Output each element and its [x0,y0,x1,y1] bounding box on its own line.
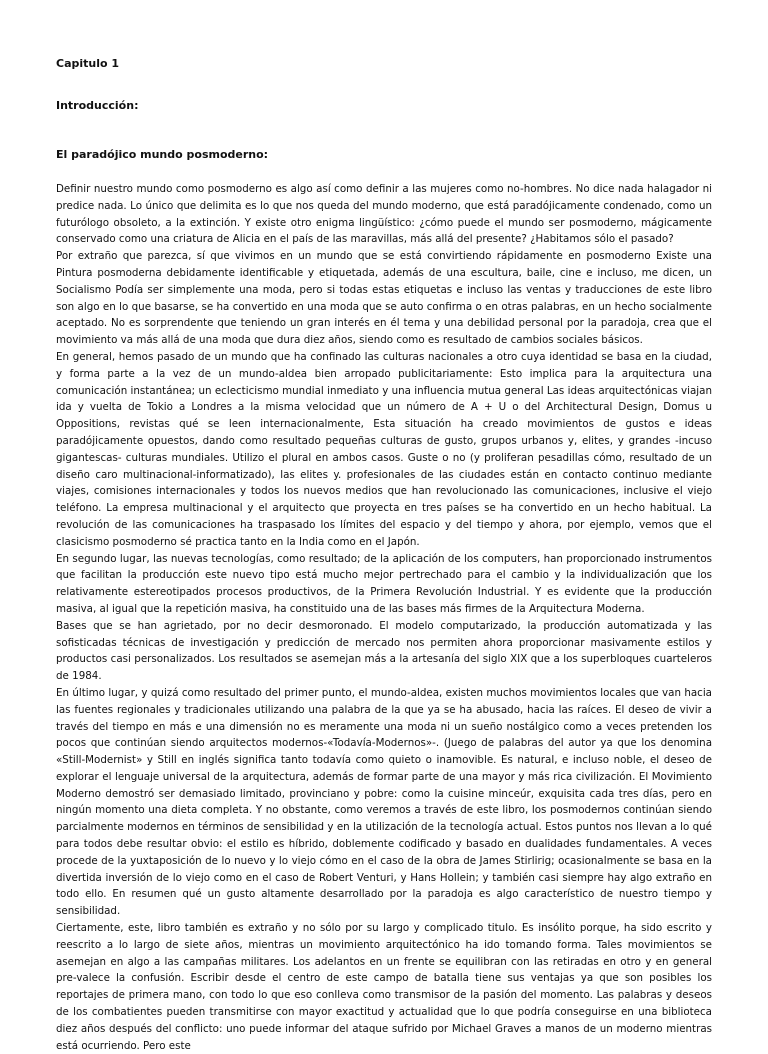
introduction-heading: Introducción: [56,99,139,112]
paragraph-4: En segundo lugar, las nuevas tecnologías, como resultado; de la aplicación de los computers, han proporcionado instrumentos que facilitan la producción este nuevo tipo está mucho mejor pertrechado para el cambio y la individualización que los relativamente estereotipados procesos productivos, de la Primera Revolución Industrial. Y es evidente que la producción masiva, al igual que la repetición masiva, ha constituido una de las bases más firmes de la Arquitectura Moderna. [56,552,712,615]
paragraph-5: Bases que se han agrietado, por no decir desmoronado. El modelo computarizado, la producción automatizada y las sofisticadas técnicas de investigación y predicción de mercado nos permiten ahora proporcionar masivamente estilos y productos casi personalizados. Los resultados se asemejan más a la artesanía del siglo XIX que a los superbloques cuarteleros de 1984. [56,619,712,683]
paragraph-1: Definir nuestro mundo como posmoderno es algo así como definir a las mujeres como no-hombres. No dice nada halagador ni predice nada. Lo único que delimita es lo que nos queda del mundo moderno, que está paradójicamente condenado, como un futurólogo obsoleto, a la extinción. Y existe otro enigma lingüístico: ¿cómo puede el mundo ser posmoderno, mágicamente conservado como una criatura de Alicia en el país de las maravillas, más allá del presente? ¿Habitamos sólo el pasado? [56,183,712,246]
body-text [56,181,712,1054]
paragraph-3: En general, hemos pasado de un mundo que ha confinado las culturas nacionales a otro cuya identidad se basa en la ciudad, y forma parte a la vez de un mundo-aldea bien arropado publicitariamente: Esto implica para la arquitectura una comunicación instantánea; un eclecticismo mundial inmediato y una influencia mutua general Las ideas arquitectónicas viajan ida y vuelta de Tokio a Londres a la misma velocidad que un número de A + U o del Architectural Design, Domus u Oppositions, revistas qué se leen internacionalmente, Esta situación ha creado movimientos de gustos e ideas paradójicamente opuestos, dando como resultado pequeñas culturas de gusto, grupos urbanos y, elites, y grandes -incuso gigantescas- culturas mundiales. Utilizo el plural en ambos casos. Guste o no (y proliferan pesadillas cómo, resultado de un diseño caro multinacional-informatizado), las elites y. profesionales de las ciudades están en contacto continuo mediante viajes, comisiones internacionales y todos los nuevos medios que han revolucionado las comunicaciones, inclusive el viejo teléfono. La empresa multinacional y el arquitecto que proyecta en tres países se ha convertido en un hecho habitual. La revolución de las comunicaciones ha traspasado los límites del espacio y del tiempo y ahora, por ejemplo, vemos que el clasicismo posmoderno sé practica tanto en la India como en el Japón. [56,350,712,548]
chapter-heading: Capitulo 1 [56,57,120,70]
document-page [56,46,712,1054]
paragraph-6: En último lugar, y quizá como resultado del primer punto, el mundo-aldea, existen muchos movimientos locales que van hacia las fuentes regionales y tradicionales utilizando una palabra de la que ya se ha abusado, hacia las raíces. El deseo de vivir a través del tiempo en más e una dimensión no es meramente una moda ni un sueño nostálgico como a veces pretenden los pocos que continúan siendo arquitectos modernos-«Todavía-Modernos»-. (Juego de palabras del autor ya que los denomina «Still-Modernist» y Still en inglés significa tanto todavía como quieto o inamovible. Es natural, e incluso noble, el deseo de explorar el lenguaje universal de la arquitectura, además de formar parte de una mayor y más rica civilización. El Movimiento Moderno demostró ser demasiado limitado, provinciano y pobre: como la cuisine minceúr, exquisita cada tres días, pero en ningún momento una dieta completa. Y no obstante, como veremos a través de este libro, los posmodernos continúan siendo parcialmente modernos en términos de sensibilidad y en la utilización de la tecnología actual. Estos puntos nos llevan a lo qué para todos debe resultar obvio: el estilo es híbrido, doblemente codificado y basado en dualidades fundamentales. A veces procede de la yuxtaposición de lo nuevo y lo viejo cómo en el caso de la obra de James Stirlirig; ocasionalmente se basa en la divertida inversión de lo viejo como en el caso de Robert Venturi, y Hans Hollein; y también casi siempre hay algo extraño en todo ello. En resumen qué un gusto altamente desarrollado por la paradoja es algo característico de nuestro tiempo y sensibilidad. [56,686,712,918]
paragraph-7: Ciertamente, este, libro también es extraño y no sólo por su largo y complicado titulo. Es insólito porque, ha sido escrito y reescrito a lo largo de siete años, mientras un movimiento arquitectónico ha ido tomando forma. Tales movimientos se asemejan en algo a las campañas militares. Los adelantos en un frente se equilibran con las retiradas en otro y en general pre-valece la confusión. Escribir desde el centro de este campo de batalla tiene sus ventajas ya que son posibles los reportajes de primera mano, con todo lo que eso conlleva como transmisor de la pasión del momento. Las palabras y deseos de los combatientes pueden transmitirse con mayor exactitud y actualidad que lo que podría conseguirse en una biblioteca diez años después del conflicto: uno puede informar del ataque sufrido por Michael Graves a manos de un moderno mientras está ocurriendo. Pero este [56,922,712,1052]
paragraph-2: Por extraño que parezca, sí que vivimos en un mundo que se está convirtiendo rápidamente en posmoderno Existe una Pintura posmoderna debidamente identificable y etiquetada, además de una escultura, baile, cine e incluso, me dicen, un Socialismo Podía ser simplemente una moda, pero si todas estas etiquetas e incluso las ventas y traducciones de este libro son algo en lo que basarse, se ha convertido en una moda que se auto confirma o en otras palabras, en un hecho socialmente aceptado. No es sorprendente que teniendo un gran interés en él tema y una debilidad personal por la paradoja, crea que el movimiento va más allá de una moda que dura diez años, siendo como es resultado de cambios sociales básicos. [56,250,712,347]
section-title: El paradójico mundo posmoderno: [56,148,269,161]
